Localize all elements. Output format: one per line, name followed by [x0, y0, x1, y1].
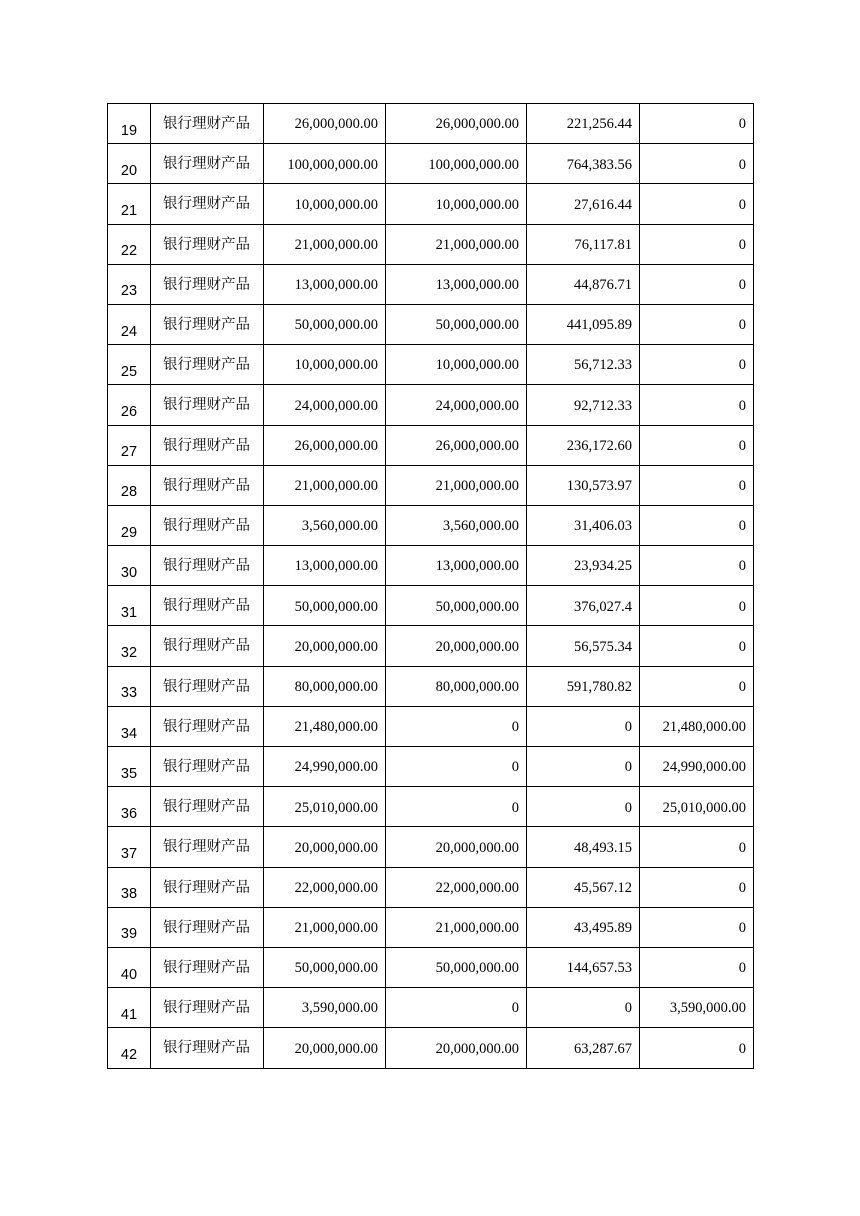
income-cell: 221,256.44: [527, 104, 640, 144]
product-type-cell: 银行理财产品: [151, 706, 264, 746]
balance-cell: 0: [640, 505, 754, 545]
product-type-cell: 银行理财产品: [151, 104, 264, 144]
redeemed-amount-cell: 26,000,000.00: [386, 104, 527, 144]
balance-cell: 21,480,000.00: [640, 706, 754, 746]
income-cell: 45,567.12: [527, 867, 640, 907]
product-type-cell: 银行理财产品: [151, 345, 264, 385]
row-number-cell: 24: [108, 304, 151, 344]
amount-cell: 26,000,000.00: [264, 425, 386, 465]
redeemed-amount-cell: 50,000,000.00: [386, 586, 527, 626]
row-number-cell: 22: [108, 224, 151, 264]
product-type-cell: 银行理财产品: [151, 947, 264, 987]
table-row: [108, 907, 754, 947]
balance-cell: 0: [640, 224, 754, 264]
redeemed-amount-cell: 100,000,000.00: [386, 144, 527, 184]
table-row: [108, 224, 754, 264]
redeemed-amount-cell: 13,000,000.00: [386, 546, 527, 586]
balance-cell: 0: [640, 385, 754, 425]
row-number-cell: 27: [108, 425, 151, 465]
redeemed-amount-cell: 0: [386, 747, 527, 787]
table-row: [108, 706, 754, 746]
table-row: [108, 425, 754, 465]
row-number-cell: 40: [108, 947, 151, 987]
product-type-cell: 银行理财产品: [151, 184, 264, 224]
row-number-cell: 42: [108, 1028, 151, 1068]
table-row: [108, 666, 754, 706]
row-number-cell: 28: [108, 465, 151, 505]
product-type-cell: 银行理财产品: [151, 1028, 264, 1068]
row-number-cell: 25: [108, 345, 151, 385]
income-cell: 48,493.15: [527, 827, 640, 867]
product-type-cell: 银行理财产品: [151, 546, 264, 586]
table-row: [108, 104, 754, 144]
row-number-cell: 39: [108, 907, 151, 947]
amount-cell: 22,000,000.00: [264, 867, 386, 907]
table-body: [108, 104, 754, 1069]
balance-cell: 0: [640, 304, 754, 344]
product-type-cell: 银行理财产品: [151, 867, 264, 907]
income-cell: 43,495.89: [527, 907, 640, 947]
balance-cell: 0: [640, 867, 754, 907]
product-type-cell: 银行理财产品: [151, 264, 264, 304]
income-cell: 236,172.60: [527, 425, 640, 465]
redeemed-amount-cell: 50,000,000.00: [386, 947, 527, 987]
product-type-cell: 银行理财产品: [151, 385, 264, 425]
table-row: [108, 747, 754, 787]
row-number-cell: 34: [108, 706, 151, 746]
row-number-cell: 38: [108, 867, 151, 907]
amount-cell: 20,000,000.00: [264, 1028, 386, 1068]
product-type-cell: 银行理财产品: [151, 425, 264, 465]
balance-cell: 0: [640, 104, 754, 144]
redeemed-amount-cell: 20,000,000.00: [386, 827, 527, 867]
balance-cell: 0: [640, 666, 754, 706]
balance-cell: 0: [640, 626, 754, 666]
income-cell: 591,780.82: [527, 666, 640, 706]
product-type-cell: 银行理财产品: [151, 787, 264, 827]
product-type-cell: 银行理财产品: [151, 224, 264, 264]
income-cell: 44,876.71: [527, 264, 640, 304]
redeemed-amount-cell: 21,000,000.00: [386, 907, 527, 947]
income-cell: 92,712.33: [527, 385, 640, 425]
amount-cell: 24,000,000.00: [264, 385, 386, 425]
product-type-cell: 银行理财产品: [151, 747, 264, 787]
table-row: [108, 144, 754, 184]
amount-cell: 25,010,000.00: [264, 787, 386, 827]
balance-cell: 0: [640, 586, 754, 626]
product-type-cell: 银行理财产品: [151, 144, 264, 184]
income-cell: 144,657.53: [527, 947, 640, 987]
row-number-cell: 35: [108, 747, 151, 787]
amount-cell: 26,000,000.00: [264, 104, 386, 144]
amount-cell: 21,000,000.00: [264, 907, 386, 947]
row-number-cell: 31: [108, 586, 151, 626]
amount-cell: 10,000,000.00: [264, 345, 386, 385]
product-type-cell: 银行理财产品: [151, 626, 264, 666]
redeemed-amount-cell: 24,000,000.00: [386, 385, 527, 425]
income-cell: 56,575.34: [527, 626, 640, 666]
amount-cell: 50,000,000.00: [264, 586, 386, 626]
product-type-cell: 银行理财产品: [151, 827, 264, 867]
income-cell: 441,095.89: [527, 304, 640, 344]
balance-cell: 0: [640, 345, 754, 385]
income-cell: 764,383.56: [527, 144, 640, 184]
redeemed-amount-cell: 10,000,000.00: [386, 345, 527, 385]
financial-products-table: [107, 103, 754, 1069]
redeemed-amount-cell: 21,000,000.00: [386, 465, 527, 505]
table-row: [108, 626, 754, 666]
redeemed-amount-cell: 80,000,000.00: [386, 666, 527, 706]
table-row: [108, 787, 754, 827]
table-row: [108, 465, 754, 505]
income-cell: 0: [527, 706, 640, 746]
product-type-cell: 银行理财产品: [151, 988, 264, 1028]
income-cell: 130,573.97: [527, 465, 640, 505]
table-row: [108, 304, 754, 344]
table-row: [108, 947, 754, 987]
amount-cell: 10,000,000.00: [264, 184, 386, 224]
table-row: [108, 505, 754, 545]
income-cell: 63,287.67: [527, 1028, 640, 1068]
amount-cell: 50,000,000.00: [264, 947, 386, 987]
redeemed-amount-cell: 21,000,000.00: [386, 224, 527, 264]
table-row: [108, 1028, 754, 1068]
table-row: [108, 988, 754, 1028]
redeemed-amount-cell: 0: [386, 988, 527, 1028]
product-type-cell: 银行理财产品: [151, 907, 264, 947]
income-cell: 23,934.25: [527, 546, 640, 586]
amount-cell: 21,000,000.00: [264, 465, 386, 505]
balance-cell: 0: [640, 184, 754, 224]
amount-cell: 21,000,000.00: [264, 224, 386, 264]
balance-cell: 25,010,000.00: [640, 787, 754, 827]
row-number-cell: 20: [108, 144, 151, 184]
income-cell: 31,406.03: [527, 505, 640, 545]
balance-cell: 0: [640, 907, 754, 947]
row-number-cell: 23: [108, 264, 151, 304]
redeemed-amount-cell: 20,000,000.00: [386, 1028, 527, 1068]
table-row: [108, 546, 754, 586]
income-cell: 0: [527, 747, 640, 787]
redeemed-amount-cell: 0: [386, 787, 527, 827]
row-number-cell: 41: [108, 988, 151, 1028]
balance-cell: 0: [640, 947, 754, 987]
product-type-cell: 银行理财产品: [151, 586, 264, 626]
table-row: [108, 345, 754, 385]
amount-cell: 13,000,000.00: [264, 264, 386, 304]
balance-cell: 0: [640, 264, 754, 304]
table-row: [108, 385, 754, 425]
row-number-cell: 33: [108, 666, 151, 706]
row-number-cell: 30: [108, 546, 151, 586]
product-type-cell: 银行理财产品: [151, 304, 264, 344]
redeemed-amount-cell: 0: [386, 706, 527, 746]
balance-cell: 0: [640, 465, 754, 505]
income-cell: 376,027.4: [527, 586, 640, 626]
amount-cell: 20,000,000.00: [264, 827, 386, 867]
redeemed-amount-cell: 50,000,000.00: [386, 304, 527, 344]
row-number-cell: 32: [108, 626, 151, 666]
balance-cell: 0: [640, 827, 754, 867]
income-cell: 56,712.33: [527, 345, 640, 385]
product-type-cell: 银行理财产品: [151, 505, 264, 545]
amount-cell: 3,560,000.00: [264, 505, 386, 545]
product-type-cell: 银行理财产品: [151, 666, 264, 706]
table-row: [108, 264, 754, 304]
redeemed-amount-cell: 10,000,000.00: [386, 184, 527, 224]
redeemed-amount-cell: 3,560,000.00: [386, 505, 527, 545]
amount-cell: 3,590,000.00: [264, 988, 386, 1028]
income-cell: 27,616.44: [527, 184, 640, 224]
amount-cell: 13,000,000.00: [264, 546, 386, 586]
row-number-cell: 26: [108, 385, 151, 425]
row-number-cell: 36: [108, 787, 151, 827]
income-cell: 76,117.81: [527, 224, 640, 264]
balance-cell: 24,990,000.00: [640, 747, 754, 787]
amount-cell: 24,990,000.00: [264, 747, 386, 787]
balance-cell: 3,590,000.00: [640, 988, 754, 1028]
amount-cell: 80,000,000.00: [264, 666, 386, 706]
amount-cell: 50,000,000.00: [264, 304, 386, 344]
amount-cell: 20,000,000.00: [264, 626, 386, 666]
balance-cell: 0: [640, 546, 754, 586]
redeemed-amount-cell: 22,000,000.00: [386, 867, 527, 907]
amount-cell: 100,000,000.00: [264, 144, 386, 184]
income-cell: 0: [527, 787, 640, 827]
table-row: [108, 184, 754, 224]
redeemed-amount-cell: 20,000,000.00: [386, 626, 527, 666]
balance-cell: 0: [640, 425, 754, 465]
income-cell: 0: [527, 988, 640, 1028]
row-number-cell: 29: [108, 505, 151, 545]
balance-cell: 0: [640, 1028, 754, 1068]
table-row: [108, 827, 754, 867]
row-number-cell: 37: [108, 827, 151, 867]
product-type-cell: 银行理财产品: [151, 465, 264, 505]
table-row: [108, 867, 754, 907]
table-row: [108, 586, 754, 626]
balance-cell: 0: [640, 144, 754, 184]
row-number-cell: 19: [108, 104, 151, 144]
row-number-cell: 21: [108, 184, 151, 224]
redeemed-amount-cell: 26,000,000.00: [386, 425, 527, 465]
amount-cell: 21,480,000.00: [264, 706, 386, 746]
redeemed-amount-cell: 13,000,000.00: [386, 264, 527, 304]
